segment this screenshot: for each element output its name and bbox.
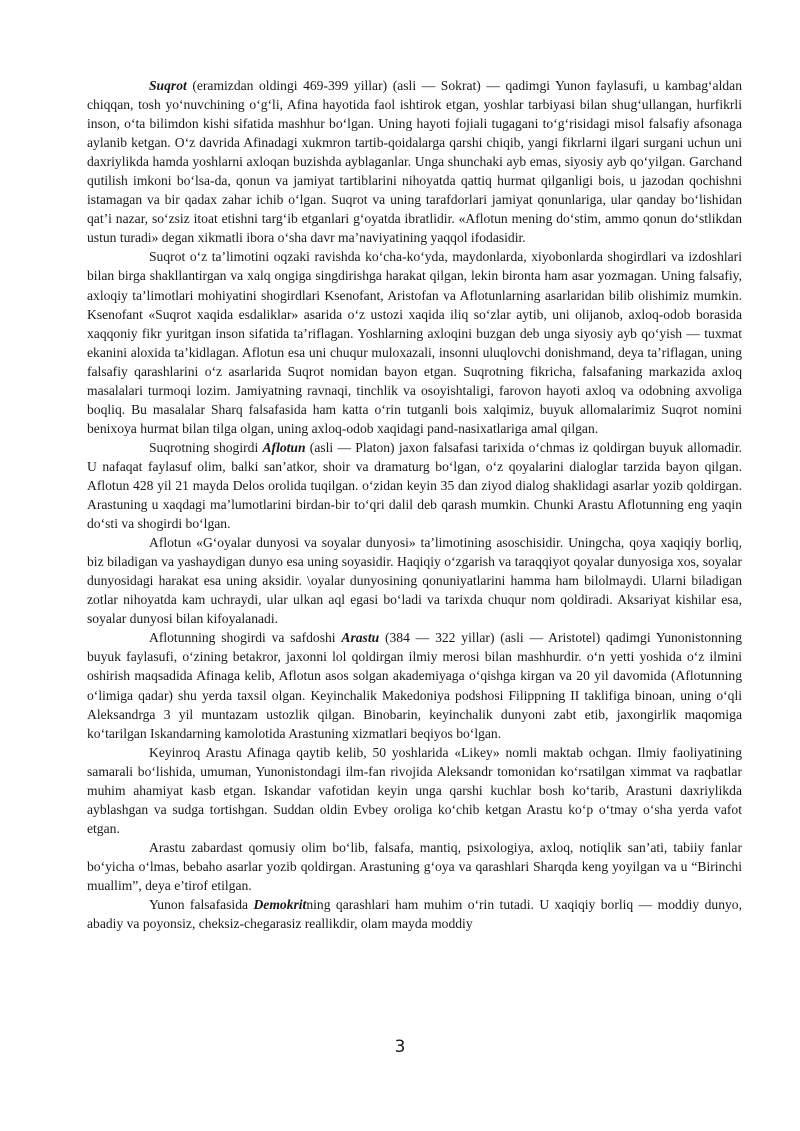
term-arastu: Arastu: [341, 630, 380, 646]
document-body: [87, 76, 742, 933]
paragraph-text: (384 — 322 yillar) (asli — Aristotel) qadimgi Yunonistonning buyuk faylasufi, o‘zining betakror, jaxonni lol qoldirgan ilmiy merosi bilan mashhurdir. o‘n yetti yoshida o‘z ilmini oshirish maqsadida Afinaga kelib, Aflotun asos solgan akademiyaga o‘qishga kirgan va 20 yil davomida (Aflotunning o‘limiga qadar) shu yerda taxsil olgan. Keyinchalik Makedoniya podshosi Filippning II taklifiga binoan, uning o‘qli Aleksandrga 3 yil muntazam ustozlik qilgan. Binobarin, keyinchalik dunyoni zabt etib, jaxongirlik maqomiga ko‘tarilgan Iskandarning kamolotida Arastuning xizmatlari beqiyos bo‘lgan.: [87, 630, 742, 741]
paragraph-text: ning qarashlari ham muhim o‘rin tutadi. U xaqiqiy borliq — moddiy dunyo, abadiy va poyonsiz, cheksiz-chegarasiz reallikdir, olam mayda moddiy: [87, 897, 743, 932]
paragraph-goyalar: [87, 533, 742, 628]
paragraph-text: (eramizdan oldingi 469-399 yillar) (asli — Sokrat) — qadimgi Yunon faylasufi, u kambag‘aldan chiqqan, tosh yo‘nuvchining o‘g‘li, Afina hayotida faol ishtirok etgan, yoshlar tarbiyasi bilan shug‘ullangan, hurfikrli inson, o‘ta bilimdon kishi sifatida mashhur bo‘lgan. Uning hayoti fojiali tugagani to‘g‘risidagi misol falsafiy afsonaga aylanib ketgan. O‘z davrida Afinadagi xukmron tartib-qoidalarga qarshi chiqib, yangi fikrlarni ilgari surgani uchun uni daxriylikda hamda yoshlarni axloqan buzishda ayblaganlar. Unga shunchaki ayb emas, siyosiy ayb qo‘yilgan. Garchand qutilish imkoni bo‘lsa-da, qonun va jamiyat tartiblarini nihoyatda qattiq hurmat qilganligi bois, u jazodan qochishni istamagan va bir qadax zahar ichib o‘lgan. Suqrot va uning tarafdorlari jamiyat qonunlariga, ular qanday bo‘lishidan qat’i nazar, so‘zsiz itoat etishni targ‘ib etganlari g‘oyatda ibratlidir. «Aflotun mening do‘stim, ammo qonun do‘stlikdan ustun turadi» degan xikmatli ibora o‘sha davr ma’naviyatining yaqqol ifodasidir.: [87, 78, 742, 246]
paragraph-likey: [87, 743, 742, 838]
paragraph-suqrot: [87, 76, 742, 247]
paragraph-text: Arastu zabardast qomusiy olim bo‘lib, falsafa, mantiq, psixologiya, axloq, notiqlik san’ati, tabiiy fanlar bo‘yicha o‘lmas, bebaho asarlar yozib qoldirgan. Arastuning g‘oya va qarashlari Sharqda keng yoyilgan va u “Birinchi muallim”, deya e’tirof etilgan.: [87, 839, 742, 893]
term-demokrit: Demokrit: [253, 897, 307, 913]
term-aflotun: Aflotun: [262, 439, 306, 455]
paragraph-text: Keyinroq Arastu Afinaga qaytib kelib, 50 yoshlarida «Likey» nomli maktab ochgan. Ilmiy faoliyatining samarali bo‘lishida, umuman, Yunonistondagi ilm-fan rivojida Aleksandr tomonidan ko‘rsatilgan ximmat va raqbatlar muhim ahamiyat kasb etgan. Iskandar vafotidan keyin unga qarshi kuchlar bosh ko‘tarib, Arastuni daxriylikda ayblashgan va sudga tortishgan. Suddan oldin Evbey oroliga ko‘chib ketgan Arastu ko‘p o‘tmay o‘sha yerda vafot etgan.: [87, 744, 742, 836]
paragraph-text: Yunon falsafasida: [149, 897, 254, 913]
term-suqrot: Suqrot: [149, 78, 187, 93]
paragraph-text: (asli — Platon) jaxon falsafasi tarixida o‘chmas iz qoldirgan buyuk allomadir. U nafaqat faylasuf olim, balki san’atkor, shoir va dramaturg bo‘lgan, o‘z qoyalarini dialoglar tarzida bayon qilgan. Aflotun 428 yil 21 mayda Delos orolida tuqilgan. o‘zidan keyin 35 dan ziyod dialog shaklidagi asarlar yozib qoldirgan. Arastuning u xaqdagi ma’lumotlarini birdan-bir to‘qri dalil deb qarash mumkin. Chunki Arastu Aflotunning eng yaqin do‘sti va shogirdi bo‘lgan.: [87, 439, 742, 532]
paragraph-text: Suqrot o‘z ta’limotini oqzaki ravishda ko‘cha-ko‘yda, maydonlarda, xiyobonlarda shogirdlari va izdoshlari bilan birga shakllantirgan va xalq ongiga singdirishga harakat qilgan, lekin bironta ham asar yozmagan. Uning falsafiy, axloqiy ta’limotlari mohiyatini shogirdlari Ksenofant, Aristofan va Aflotunlarning asarlaridan bilib olishimiz mumkin. Ksenofant «Suqrot xaqida esdaliklar» asarida o‘z ustozi xaqida iliq so‘zlar aytib, uni olijanob, axloq-odob borasida xaqqoniy fikr yuritgan inson sifatida ta’riflagan. Yoshlarning axloqini buzgan deb unga siyosiy ayb qo‘yish — tuxmat ekanini aloxida ta’kidlagan. Aflotun esa uni chuqur muloxazali, insonni uluqlovchi donishmand, deya ta’riflagan, uning falsafiy qarashlarini o‘z asarlarida Suqrot nomidan bayon etgan. Suqrotning fikricha, falsafaning markazida axloq masalalari turmoqi lozim. Jamiyatning ravnaqi, tinchlik va osoyishtaligi, farovon hayoti axloq va odobning axvoliga boqliq. Bu masalalar Sharq falsafasida ham katta o‘rin tutganli bois xalqimiz, buyuk allomalarimiz Suqrot nomini benixoya hurmat bilan tilga olgan, uning axloq-odob xaqidagi pand-nasixatlariga amal qilgan.: [87, 249, 742, 436]
paragraph-text: Aflotun «G‘oyalar dunyosi va soyalar dunyosi» ta’limotining asoschisidir. Uningcha, qoya xaqiqiy borliq, biz biladigan va yashaydigan dunyo esa uning soyasidir. Haqiqiy o‘zgarish va taraqqiyot qoyalar dunyosiga xos, soyalar dunyosidagi harakat esa uning aksidir. \oyalar dunyosining qonuniyatlarini hamma ham bilolmaydi. Ularni biladigan zotlar nihoyatda kam uchraydi, ular ulkan aql egasi bo‘ladi va tarixda chuqur nom qoldiradi. Aksariyat kishilar esa, soyalar dunyosi bilan kifoyalanadi.: [87, 535, 742, 627]
paragraph-suqrot-teaching: [87, 247, 742, 437]
page-number: 3: [394, 1037, 406, 1057]
paragraph-arastu: [87, 628, 742, 742]
paragraph-demokrit: [87, 895, 742, 933]
paragraph-text: Suqrotning shogirdi: [149, 439, 263, 455]
paragraph-arastu-scholar: [87, 838, 742, 895]
paragraph-text: Aflotunning shogirdi va safdoshi: [149, 630, 342, 646]
paragraph-aflotun: [87, 438, 742, 533]
